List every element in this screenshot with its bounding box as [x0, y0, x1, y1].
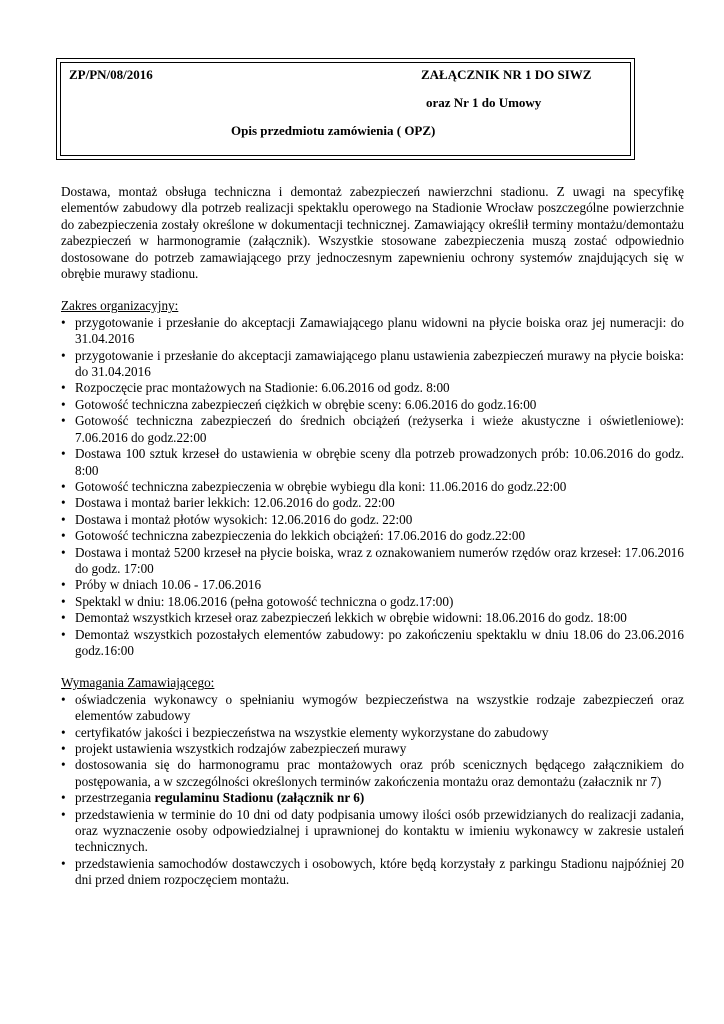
bullet-icon: •	[61, 413, 66, 429]
header-box	[56, 58, 635, 160]
organizational-heading: Zakres organizacyjny:	[61, 298, 179, 314]
bullet-icon: •	[61, 478, 66, 494]
bullet-icon: •	[61, 511, 66, 527]
bullet-icon: •	[61, 593, 66, 609]
bullet-icon: •	[61, 626, 66, 642]
list-item: • Demontaż wszystkich pozostałych elementów zabudowy: po zakończeniu spektaklu w dniu 18.06 do 23.06.2016 godz.16:00	[61, 626, 684, 658]
list-item: • przedstawienia w terminie do 10 dni od daty podpisania umowy ilości osób przewidzianych do realizacji zadania, oraz wyznaczenie osoby odpowiedzialnej i uprawnionej do kontaktu w imieniu wykonawcy w zakresie ustaleń technicznych.	[61, 806, 684, 855]
bullet-icon: •	[61, 577, 66, 593]
bullet-icon: •	[61, 495, 66, 511]
list-item: • przygotowanie i przesłanie do akceptacji zamawiającego planu ustawienia zabezpieczeń murawy na płycie boiska: do 31.04.2016	[61, 347, 684, 380]
list-item: • Gotowość techniczna zabezpieczeń do średnich obciążeń (reżyserka i wieże akustyczne i oświetleniowe): 7.06.2016 do godz.22:00	[61, 413, 684, 445]
list-item: • przedstawienia samochodów dostawczych i osobowych, które będą korzystały z parkingu Stadionu najpóźniej 20 dni przed dniem rozpoczęciem montażu.	[61, 855, 684, 888]
intro-text-2: znajdujących się w obrębie murawy stadionu.	[61, 249, 684, 282]
bullet-icon: •	[61, 691, 66, 707]
list-item-regulamin: • przestrzegania regulaminu Stadionu (załącznik nr 6)	[61, 790, 365, 806]
list-item: • Próby w dniach 10.06 - 17.06.2016	[61, 577, 262, 593]
list-item: • Rozpoczęcie prac montażowych na Stadionie: 6.06.2016 od godz. 8:00	[61, 380, 450, 396]
bullet-icon: •	[61, 610, 66, 626]
regulamin-bold: regulaminu Stadionu (załącznik nr 6)	[154, 790, 365, 806]
bullet-icon: •	[61, 380, 66, 396]
bullet-icon: •	[61, 544, 66, 560]
bullet-icon: •	[61, 347, 66, 363]
list-item: • dostosowania się do harmonogramu prac montażowych oraz prób scenicznych będącego załącznikiem do postępowania, a w szczególności określonych terminów zakończenia montażu oraz demontażu (załacznik nr 7)	[61, 757, 684, 789]
agreement-label: oraz Nr 1 do Umowy	[426, 95, 542, 110]
list-item: • Dostawa i montaż 5200 krzeseł na płycie boiska, wraz z oznakowaniem numerów rzędów oraz krzeseł: 17.06.2016 do godz. 17:00	[61, 544, 684, 576]
list-item: • Dostawa 100 sztuk krzeseł do ustawienia w obrębie sceny dla potrzeb prowadzonych prób: 10.06.2016 do godz. 8:00	[61, 446, 684, 478]
attachment-label: ZAŁĄCZNIK NR 1 DO SIWZ	[421, 67, 592, 82]
list-item: • Dostawa i montaż barier lekkich: 12.06.2016 do godz. 22:00	[61, 495, 395, 511]
bullet-icon: •	[61, 528, 66, 544]
list-item: • Dostawa i montaż płotów wysokich: 12.06.2016 do godz. 22:00	[61, 511, 413, 527]
bullet-icon: •	[61, 855, 66, 871]
list-item: • Gotowość techniczna zabezpieczenia w obrębie wybiegu dla koni: 11.06.2016 do godz.22:00	[61, 478, 567, 494]
organizational-list	[61, 315, 684, 660]
list-item: • Spektakl w dniu: 18.06.2016 (pełna gotowość techniczna o godz.17:00)	[61, 593, 454, 609]
bullet-icon: •	[61, 724, 66, 740]
document-body	[61, 184, 684, 889]
bullet-icon: •	[61, 806, 66, 822]
list-item: • przygotowanie i przesłanie do akceptacji Zamawiającego planu widowni na płycie boiska oraz jej numeracji: do 31.04.2016	[61, 314, 684, 347]
list-item: • Gotowość techniczna zabezpieczeń ciężkich w obrębie sceny: 6.06.2016 do godz.16:00	[61, 396, 537, 412]
intro-paragraph	[61, 184, 684, 282]
requirements-list	[61, 692, 684, 889]
list-item: • Demontaż wszystkich krzeseł oraz zabezpieczeń lekkich w obrębie widowni: 18.06.2016 do godz. 18:00	[61, 610, 627, 626]
intro-text-1: Dostawa, montaż obsługa techniczna i demontaż zabezpieczeń nawierzchni stadionu. Z uwagi na specyfikę elementów zabudowy dla potrzeb realizacji spektaklu operowego na Stadionie Wrocław poszczególne powierzchnie do zabezpieczenia zostały określone w dokumentacji technicznej. Zamawiający określił terminy montażu/demontażu zabezpieczeń w harmonogramie (załącznik). Wszystkie stosowane zabezpieczenia muszą zostać odpowiednio dostosowane do potrzeb zamawiającego przy jednoczesnym zapewnieniu ochrony system	[61, 184, 684, 265]
list-item: • certyfikatów jakości i bezpieczeństwa na wszystkie elementy wykorzystane do zabudowy	[61, 724, 549, 740]
bullet-icon: •	[61, 314, 66, 330]
list-item: • projekt ustawienia wszystkich rodzajów zabezpieczeń murawy	[61, 741, 407, 756]
list-item: • oświadczenia wykonawcy o spełnianiu wymogów bezpieczeństwa na wszystkie rodzaje zabezpieczeń oraz elementów zabudowy	[61, 691, 684, 724]
bullet-icon: •	[61, 757, 66, 773]
requirements-heading: Wymagania Zamawiającego:	[61, 675, 215, 691]
bullet-icon: •	[61, 790, 66, 806]
bullet-icon: •	[61, 396, 66, 412]
bullet-icon: •	[61, 446, 66, 462]
reference-number: ZP/PN/08/2016	[69, 67, 153, 82]
bullet-icon: •	[61, 741, 66, 756]
intro-text-italic: ów	[556, 249, 573, 265]
list-item: • Gotowość techniczna zabezpieczenia do lekkich obciążeń: 17.06.2016 do godz.22:00	[61, 528, 526, 544]
document-title: Opis przedmiotu zamówienia ( OPZ)	[231, 123, 436, 138]
